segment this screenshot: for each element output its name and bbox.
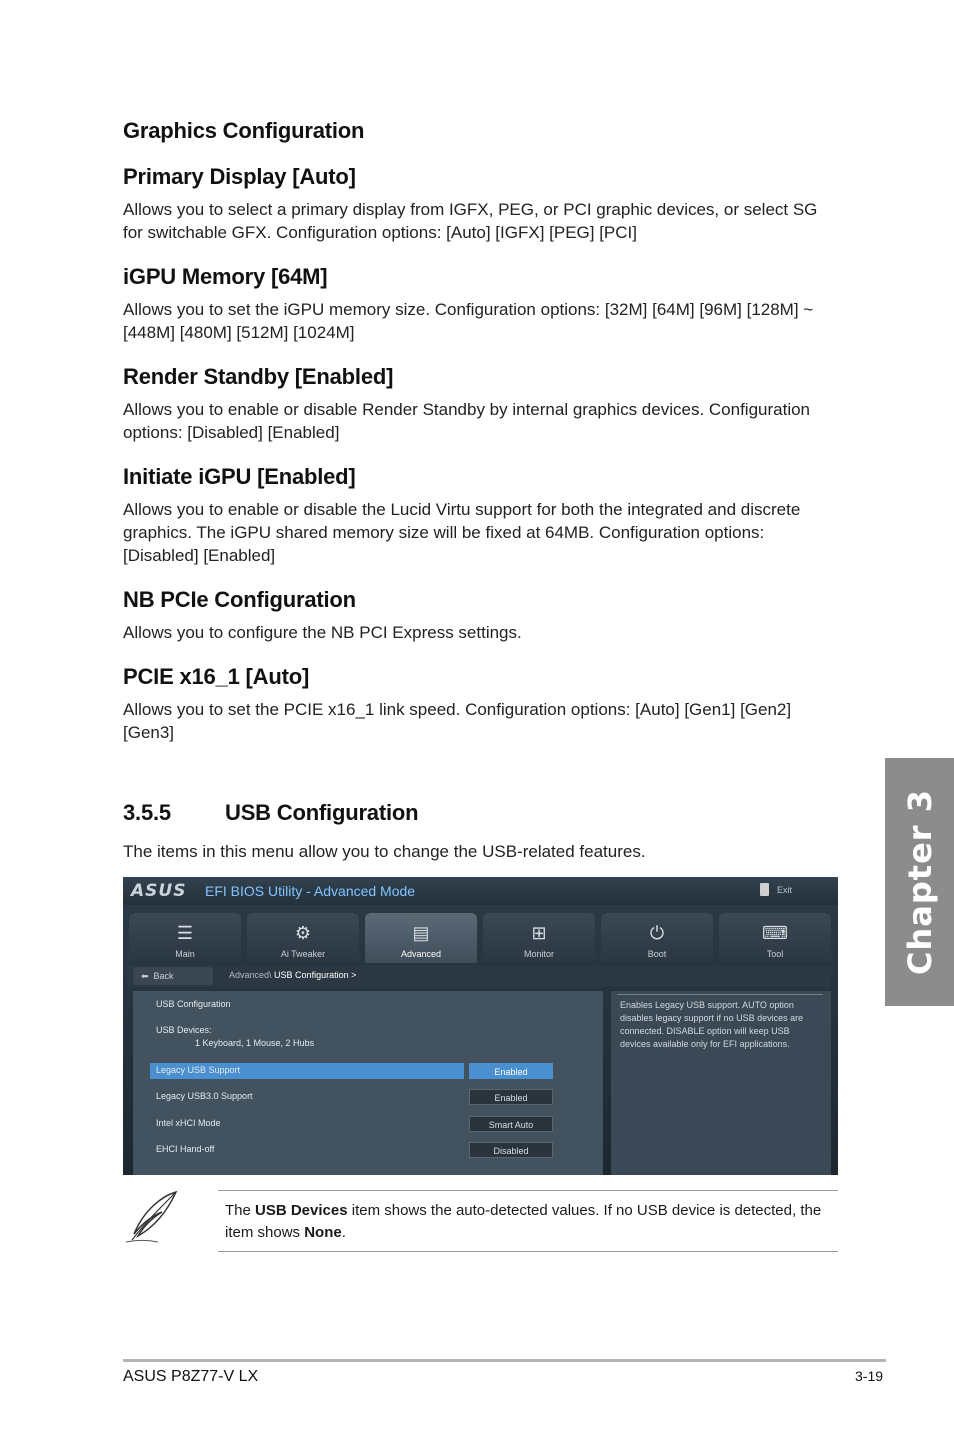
section-text: Allows you to enable or disable Render Standby by internal graphics devices. Configuration options: [Disabled] [Enabled] <box>123 400 811 442</box>
asus-logo: ASUS <box>131 881 187 901</box>
legacy-usb3-support-value[interactable]: Enabled <box>469 1089 553 1105</box>
settings-heading: USB Configuration <box>156 999 231 1009</box>
tab-ai-tweaker[interactable] <box>247 913 359 963</box>
section-text: The items in this menu allow you to change the USB-related features. <box>123 842 646 861</box>
breadcrumb-current: USB Configuration > <box>274 970 357 980</box>
usb-devices-value: 1 Keyboard, 1 Mouse, 2 Hubs <box>195 1038 315 1048</box>
section-primary-display <box>123 164 838 244</box>
exit-button[interactable]: Exit <box>777 885 793 895</box>
note-bold-usb-devices: USB Devices <box>255 1202 348 1219</box>
note-text-part: . <box>341 1224 346 1241</box>
section-title: Primary Display [Auto] <box>123 164 356 189</box>
section-text: Allows you to enable or disable the Lucid Virtu support for both the integrated and discrete graphics. The iGPU shared memory size will be fixed at 64MB. Configuration options: [Disabled] [Enabled] <box>123 500 801 565</box>
back-button[interactable] <box>133 967 213 985</box>
list-icon: ☰ <box>176 923 194 943</box>
setting-legacy-usb-support[interactable]: Legacy USB Support <box>156 1065 241 1075</box>
power-icon: ⏻ <box>649 923 665 943</box>
usb-devices-label: USB Devices: <box>156 1025 212 1035</box>
ehci-hand-off-value[interactable]: Disabled <box>469 1142 553 1158</box>
section-title: PCIE x16_1 [Auto] <box>123 664 310 689</box>
footer-rule <box>123 1359 886 1362</box>
tab-label: Main <box>175 949 195 959</box>
chapter-tab <box>885 758 954 1006</box>
note-top-rule <box>218 1190 838 1191</box>
exit-icon[interactable] <box>760 883 769 896</box>
section-pcie-x16 <box>123 664 838 744</box>
tab-main[interactable] <box>129 913 241 963</box>
tab-label: Monitor <box>523 949 554 959</box>
section-igpu-memory <box>123 264 838 344</box>
tab-label: Boot <box>647 949 667 959</box>
bios-title: EFI BIOS Utility - Advanced Mode <box>205 883 416 899</box>
section-text: Allows you to select a primary display from IGFX, PEG, or PCI graphic devices, or select SG for switchable GFX. Configuration options: [Auto] [IGFX] [PEG] [PCI] <box>123 200 818 242</box>
section-title: Initiate iGPU [Enabled] <box>123 464 356 489</box>
section-title: NB PCIe Configuration <box>123 587 356 612</box>
section-nb-pcie <box>123 587 838 644</box>
tweaker-icon: ⚙ <box>294 923 312 943</box>
section-text: Allows you to set the iGPU memory size. Configuration options: [32M] [64M] [96M] [128M] ~ [448M] [480M] [512M] [1024M] <box>123 300 814 342</box>
section-graphics-configuration <box>123 118 838 144</box>
breadcrumb <box>229 970 356 980</box>
section-usb-configuration <box>123 800 838 863</box>
tab-label: Tool <box>766 949 784 959</box>
tab-monitor[interactable] <box>483 913 595 963</box>
note-bold-none: None <box>304 1224 342 1241</box>
note-bottom-rule <box>218 1251 838 1252</box>
tab-boot[interactable] <box>601 913 713 963</box>
section-title: iGPU Memory [64M] <box>123 264 328 289</box>
bios-screenshot <box>123 877 838 1175</box>
note-text-part: item shows the auto-detected values. If no USB device is detected, the item shows <box>225 1202 822 1241</box>
tab-label: Advanced <box>400 949 442 959</box>
legacy-usb-support-value[interactable]: Enabled <box>469 1063 553 1079</box>
feather-pen-icon <box>122 1188 182 1248</box>
note-text-part: The <box>225 1202 256 1219</box>
tab-label: Ai Tweaker <box>280 949 326 959</box>
breadcrumb-parent[interactable]: Advanced\ <box>229 970 272 980</box>
chapter-tab-label: Chapter 3 <box>900 789 939 975</box>
back-label: Back <box>153 971 174 981</box>
help-divider <box>617 994 823 995</box>
section-text: Allows you to set the PCIE x16_1 link speed. Configuration options: [Auto] [Gen1] [Gen2] [Gen3] <box>123 700 792 742</box>
help-text: Enables Legacy USB support. AUTO option disables legacy support if no USB devices are connected. DISABLE option will keep USB devices available only for EFI applications. <box>620 1000 804 1049</box>
manual-content <box>123 118 838 863</box>
section-title: Graphics Configuration <box>123 118 365 143</box>
section-number: 3.5.5 <box>123 800 171 825</box>
tool-icon: ⌨ <box>762 923 788 943</box>
back-arrow-icon: ⬅ <box>141 971 154 981</box>
setting-intel-xhci-mode[interactable]: Intel xHCI Mode <box>156 1118 221 1128</box>
monitor-icon: ⊞ <box>531 923 547 943</box>
section-initiate-igpu <box>123 464 838 567</box>
tab-advanced[interactable] <box>365 913 477 963</box>
footer-product-name: ASUS P8Z77-V LX <box>123 1368 259 1385</box>
section-render-standby <box>123 364 838 444</box>
setting-ehci-hand-off[interactable]: EHCI Hand-off <box>156 1144 215 1154</box>
section-text: Allows you to configure the NB PCI Express settings. <box>123 623 522 642</box>
advanced-icon: ▤ <box>412 923 430 943</box>
note-text <box>225 1200 835 1244</box>
tab-tool[interactable] <box>719 913 831 963</box>
usb-section-heading <box>123 800 838 826</box>
section-title: Render Standby [Enabled] <box>123 364 394 389</box>
intel-xhci-mode-value[interactable]: Smart Auto <box>469 1116 553 1132</box>
section-title: USB Configuration <box>225 800 419 825</box>
setting-legacy-usb3-support[interactable]: Legacy USB3.0 Support <box>156 1091 253 1101</box>
footer-page-number: 3-19 <box>855 1368 884 1384</box>
